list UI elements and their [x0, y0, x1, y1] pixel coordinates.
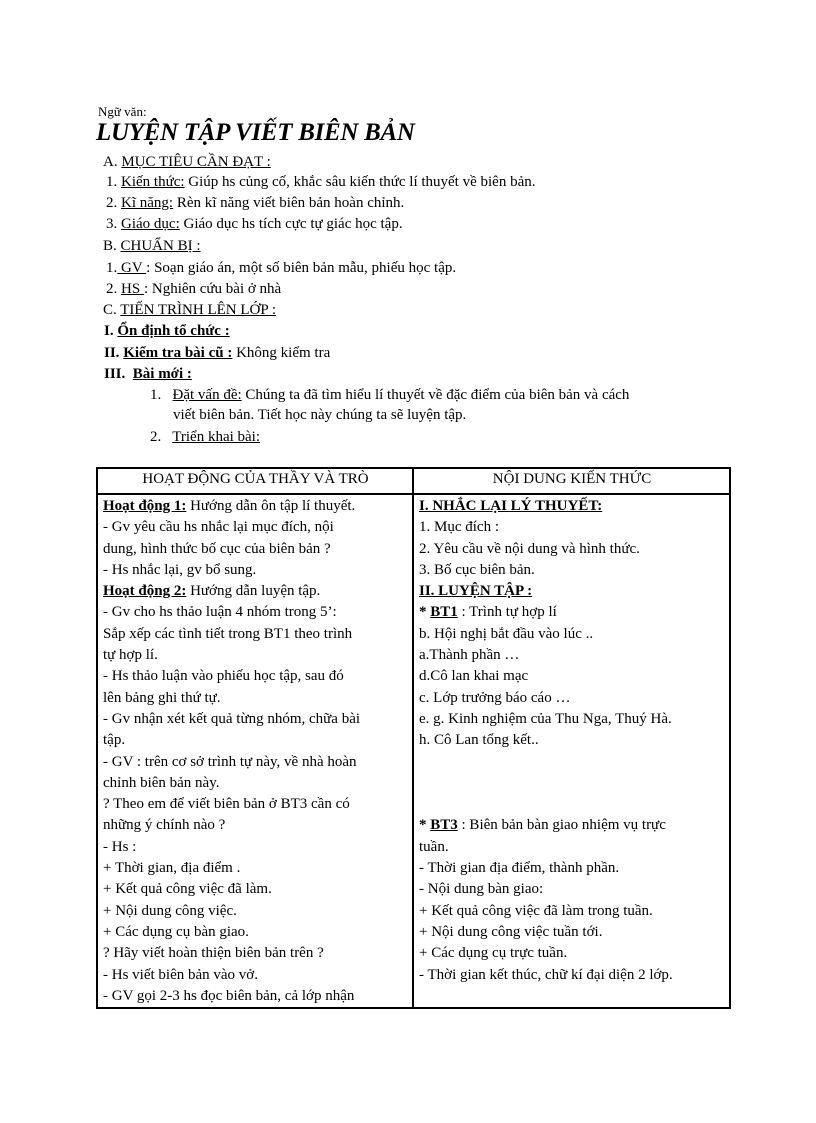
item-a1-label: Kiến thức: [121, 174, 185, 190]
list-item: - Hs : [103, 838, 137, 855]
activity-1-text: Hướng dẫn ôn tập lí thuyết. [186, 498, 356, 514]
item-a1-num: 1. [106, 174, 118, 190]
col-header-content: NỘI DUNG KIẾN THỨC [413, 468, 730, 494]
section-c-prefix: C. [103, 302, 117, 318]
list-item: chỉnh biên bản này. [103, 774, 220, 791]
section-a-prefix: A. [103, 154, 118, 170]
bt3-label: BT3 [430, 817, 458, 834]
list-item: - Gv cho hs thảo luận 4 nhóm trong 5’: [103, 604, 337, 621]
section-a-heading: MỤC TIÊU CẦN ĐẠT : [121, 154, 271, 170]
bt1-bullet: * [419, 604, 431, 621]
bt1-line [419, 602, 726, 623]
list-item: 3. Bố cục biên bản. [419, 561, 535, 578]
section-a [103, 152, 271, 172]
item-c3-1-label: Đặt vấn đề: [172, 387, 242, 403]
item-c1 [104, 321, 230, 341]
lesson-table [96, 467, 731, 1009]
bt1-label: BT1 [430, 604, 458, 621]
col-header-activities: HOẠT ĐỘNG CỦA THẦY VÀ TRÒ [97, 468, 413, 494]
section-c [103, 300, 276, 320]
list-item: + Thời gian, địa điểm . [103, 860, 241, 877]
item-a3 [106, 214, 403, 234]
list-item: - Nội dung bàn giao: [419, 881, 544, 898]
list-item: 1. Mục đích : [419, 519, 499, 536]
bt3-bullet: * [419, 817, 431, 834]
list-item: - GV : trên cơ sở trình tự này, về nhà hoàn [103, 753, 357, 770]
list-item: dung, hình thức bố cục của biên bản ? [103, 540, 331, 557]
list-item: + Kết quả công việc đã làm. [103, 881, 272, 898]
item-b2-text: : Nghiên cứu bài ở nhà [143, 281, 282, 297]
item-a2-label: Kĩ năng: [121, 195, 174, 211]
theory-heading: I. NHẮC LẠI LÝ THUYẾT: [419, 498, 603, 514]
list-item: lên bảng ghi thứ tự. [103, 689, 221, 706]
subject-label: Ngữ văn: [98, 104, 147, 119]
list-item: b. Hội nghị bắt đầu vào lúc .. [419, 625, 594, 642]
item-a2-text: Rèn kĩ năng viết biên bản hoàn chỉnh. [173, 195, 405, 211]
activities-cell [97, 494, 413, 1008]
activity-2-line [103, 581, 409, 602]
item-c3-1-text: Chúng ta đã tìm hiểu lí thuyết về đặc điểm của biên bản và cách [241, 387, 630, 403]
activity-2-label: Hoạt động 2: [103, 583, 187, 600]
list-item: tập. [103, 732, 126, 749]
list-item: + Nội dung công việc. [103, 902, 237, 919]
section-b-prefix: B. [103, 238, 117, 254]
list-item: d.Cô lan khai mạc [419, 668, 529, 685]
list-item: h. Cô Lan tổng kết.. [419, 732, 539, 749]
list-item: ? Theo em để viết biên bản ở BT3 cần có [103, 796, 350, 813]
list-item: - Hs thảo luận vào phiếu học tập, sau đó [103, 668, 344, 685]
item-a1-text: Giúp hs củng cố, khắc sâu kiến thức lí thuyết về biên bản. [184, 174, 536, 190]
item-c2 [104, 343, 330, 363]
list-item: ? Hãy viết hoàn thiện biên bản trên ? [103, 945, 324, 962]
list-item: Sắp xếp các tình tiết trong BT1 theo trình [103, 625, 353, 642]
item-b2-label: HS [121, 281, 144, 297]
list-item: - Hs viết biên bản vào vở. [103, 966, 258, 983]
item-b1-label: GV [117, 260, 147, 276]
item-c3-2 [150, 427, 260, 447]
item-c2-text: Không kiểm tra [232, 345, 331, 361]
item-c3-2-label: Triển khai bài: [172, 429, 261, 445]
bt3-text: : Biên bản bàn giao nhiệm vụ trực [457, 817, 666, 834]
item-a2-num: 2. [106, 195, 118, 211]
table-header-row [97, 468, 730, 494]
item-c3 [104, 364, 192, 384]
item-b1-text: : Soạn giáo án, một số biên bản mẫu, phiếu học tập. [146, 260, 457, 276]
content-cell [413, 494, 730, 1008]
item-c3-2-num: 2. [150, 429, 162, 445]
list-item: + Nội dung công việc tuần tới. [419, 923, 603, 940]
practice-heading: II. LUYỆN TẬP : [419, 583, 533, 600]
item-b2 [106, 279, 281, 299]
item-b1-num: 1. [106, 260, 118, 276]
item-c3-num: III. [104, 366, 126, 382]
spacer [419, 773, 726, 794]
bt3-line [419, 815, 726, 836]
list-item: - Gv nhận xét kết quả từng nhóm, chữa bài [103, 710, 361, 727]
list-item: c. Lớp trưởng báo cáo … [419, 689, 571, 706]
item-c1-label: Ổn định tổ chức : [117, 323, 230, 339]
list-item: 2. Yêu cầu về nội dung và hình thức. [419, 540, 640, 557]
page-title: LUYỆN TẬP VIẾT BIÊN BẢN [96, 119, 415, 146]
item-a2 [106, 193, 404, 213]
item-b1 [106, 258, 456, 278]
item-c3-1 [150, 385, 629, 405]
activity-1-label: Hoạt động 1: [103, 498, 187, 514]
section-b-heading: CHUẨN BỊ : [120, 238, 201, 254]
list-item: + Kết quả công việc đã làm trong tuần. [419, 902, 653, 919]
list-item: - Thời gian địa điểm, thành phần. [419, 860, 620, 877]
item-a3-num: 3. [106, 216, 118, 232]
activity-1-line [103, 496, 409, 517]
section-c-heading: TIẾN TRÌNH LÊN LỚP : [120, 302, 277, 318]
list-item: những ý chính nào ? [103, 817, 226, 834]
list-item: tự hợp lí. [103, 647, 158, 664]
bt1-text: : Trình tự hợp lí [457, 604, 557, 621]
item-c3-label: Bài mới : [132, 366, 192, 382]
list-item: + Các dụng cụ bàn giao. [103, 923, 249, 940]
item-c3-1-cont: viết biên bản. Tiết học này chúng ta sẽ luyện tập. [173, 407, 467, 423]
list-item: e. g. Kinh nghiệm của Thu Nga, Thuý Hà. [419, 710, 672, 727]
list-item: - Gv yêu cầu hs nhắc lại mục đích, nội [103, 519, 334, 536]
activity-2-text: Hướng dẫn luyện tập. [186, 583, 321, 600]
item-a3-text: Giáo dục hs tích cực tự giác học tập. [179, 216, 403, 232]
item-c2-label: Kiểm tra bài cũ : [123, 345, 233, 361]
list-item: - GV gọi 2-3 hs đọc biên bản, cả lớp nhận [103, 987, 355, 1004]
list-item: - Thời gian kết thúc, chữ kí đại diện 2 lớp. [419, 966, 673, 983]
item-a1 [106, 172, 536, 192]
item-c2-num: II. [104, 345, 120, 361]
item-c1-num: I. [104, 323, 114, 339]
list-item: tuần. [419, 838, 449, 855]
spacer [419, 752, 726, 773]
table-row [97, 494, 730, 1008]
list-item: + Các dụng cụ trực tuần. [419, 945, 568, 962]
item-c3-1-num: 1. [150, 387, 162, 403]
item-b2-num: 2. [106, 281, 118, 297]
section-b [103, 236, 201, 256]
item-a3-label: Giáo dục: [121, 216, 180, 232]
spacer [419, 794, 726, 815]
list-item: - Hs nhắc lại, gv bổ sung. [103, 561, 257, 578]
list-item: a.Thành phần … [419, 647, 520, 664]
